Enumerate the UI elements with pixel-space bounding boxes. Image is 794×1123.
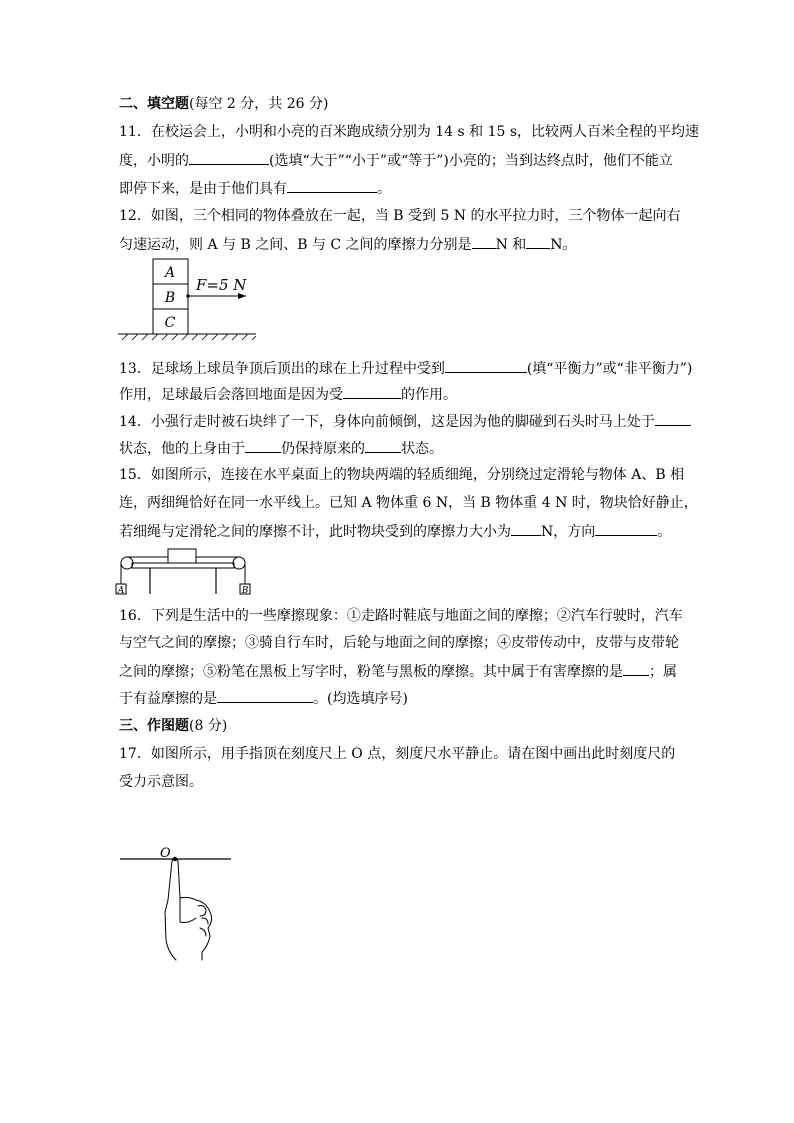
q12-line2 <box>119 234 577 255</box>
q16-text-a: 之间的摩擦；⑤粉笔在黑板上写字时，粉笔与黑板的摩擦。其中属于有害摩擦的是 <box>119 664 623 680</box>
q11-line2 <box>119 150 673 171</box>
q15-line2: 连，两细绳恰好在同一水平线上。已知 A 物体重 6 N，当 B 物体重 4 N 时，物块恰好静止， <box>119 495 698 511</box>
q12-line1: 12．如图，三个相同的物体叠放在一起，当 B 受到 5 N 的水平拉力时，三个物体一起向右 <box>119 208 681 224</box>
q12-blank-2[interactable] <box>526 234 550 249</box>
q16-blank-1[interactable] <box>623 661 649 676</box>
q16-line3 <box>119 661 677 682</box>
q14-line1 <box>119 411 691 432</box>
force-label: F=5 N <box>196 276 247 294</box>
q13-blank-2[interactable] <box>343 384 401 399</box>
block-b-label: B <box>164 290 176 306</box>
q16-text-c: 于有益摩擦的是 <box>119 691 217 707</box>
pulley-left <box>121 557 133 569</box>
q13-line2 <box>119 384 457 405</box>
q15-text-a: 若细绳与定滑轮之间的摩擦不计，此时物块受到的摩擦力大小为 <box>119 524 511 540</box>
q15-text-b: N，方向 <box>541 524 596 540</box>
q13-text-d: 的作用。 <box>401 387 457 403</box>
q12-text-a: 匀速运动，则 A 与 B 之间、B 与 C 之间的摩擦力分别是 <box>119 237 472 253</box>
weight-a-label: A <box>117 586 125 596</box>
q14-blank-1[interactable] <box>655 411 691 426</box>
block-a-label: A <box>164 265 176 281</box>
q11-text-a: 度，小明的 <box>119 153 189 169</box>
q11-blank-1[interactable] <box>189 150 269 165</box>
q12-text-b: N 和 <box>495 237 527 253</box>
ground-hatching <box>122 334 256 340</box>
section2-note: (每空 2 分，共 26 分) <box>189 96 329 112</box>
force-point <box>186 294 190 298</box>
q14-line2 <box>119 438 443 459</box>
table-top <box>132 563 234 568</box>
section3-heading-line <box>119 716 227 736</box>
section3-heading: 三、作图题 <box>119 718 189 734</box>
q17-line2: 受力示意图。 <box>119 774 203 790</box>
q11-text-b: (选填“大于”“小于”或“等于”)小亮的；当到达终点时，他们不能立 <box>269 153 673 169</box>
q16-line2: 与空气之间的摩擦；③骑自行车时，后轮与地面之间的摩擦；④皮带传动中，皮带与皮带轮 <box>119 635 679 651</box>
q11-line3 <box>119 178 391 199</box>
q13-line1 <box>119 358 692 379</box>
table-block <box>168 549 196 563</box>
q17-figure <box>118 840 238 965</box>
section3-note: (8 分) <box>189 718 228 734</box>
q14-text-a: 14．小强行走时被石块绊了一下，身体向前倾倒，这是因为他的脚碰到石头时马上处于 <box>119 414 655 430</box>
q13-text-a: 13．足球场上球员争顶后顶出的球在上升过程中受到 <box>119 361 445 377</box>
q14-text-c: 仍保持原来的 <box>281 441 365 457</box>
point-o-label: O <box>160 846 171 861</box>
q16-text-b: ；属 <box>649 664 677 680</box>
q13-blank-1[interactable] <box>445 358 527 373</box>
q17-line1: 17．如图所示，用手指顶在刻度尺上 O 点，刻度尺水平静止。请在图中画出此时刻度尺的 <box>119 746 676 762</box>
q16-line4 <box>119 688 408 709</box>
q11-blank-2[interactable] <box>287 178 377 193</box>
q11-text-d: 。 <box>377 181 391 197</box>
q16-blank-2[interactable] <box>217 688 313 703</box>
q11-line1: 11．在校运会上，小明和小亮的百米跑成绩分别为 14 s 和 15 s，比较两人百米全程的平均速 <box>119 124 700 140</box>
q13-text-c: 作用，足球最后会落回地面是因为受 <box>119 387 343 403</box>
q13-text-b: (填“平衡力”或“非平衡力”) <box>526 361 693 377</box>
pulley-right <box>233 557 245 569</box>
q14-text-b: 状态，他的上身由于 <box>119 441 245 457</box>
q15-line1: 15．如图所示，连接在水平桌面上的物块两端的轻质细绳，分别绕过定滑轮与物体 A、B 相 <box>119 467 685 483</box>
q16-text-d: 。(均选填序号) <box>313 691 408 707</box>
q15-blank-1[interactable] <box>511 521 541 536</box>
q14-blank-2[interactable] <box>245 438 281 453</box>
q12-figure <box>118 256 268 342</box>
section2-heading-line <box>119 94 328 114</box>
weight-b-label: B <box>241 586 249 596</box>
q12-blank-1[interactable] <box>472 234 496 249</box>
q15-line3 <box>119 521 671 542</box>
block-c-label: C <box>164 315 176 331</box>
q15-text-c: 。 <box>657 524 672 540</box>
q15-figure <box>118 546 248 598</box>
q15-blank-2[interactable] <box>595 521 657 536</box>
q16-line1: 16．下列是生活中的一些摩擦现象：①走路时鞋底与地面之间的摩擦；②汽车行驶时，汽车 <box>119 608 683 624</box>
hand-drawing <box>165 859 212 960</box>
q14-blank-3[interactable] <box>365 438 401 453</box>
q14-text-d: 状态。 <box>401 441 443 457</box>
q11-text-c: 即停下来，是由于他们具有 <box>119 181 287 197</box>
section2-heading: 二、填空题 <box>119 96 189 112</box>
q12-text-c: N。 <box>550 237 577 253</box>
